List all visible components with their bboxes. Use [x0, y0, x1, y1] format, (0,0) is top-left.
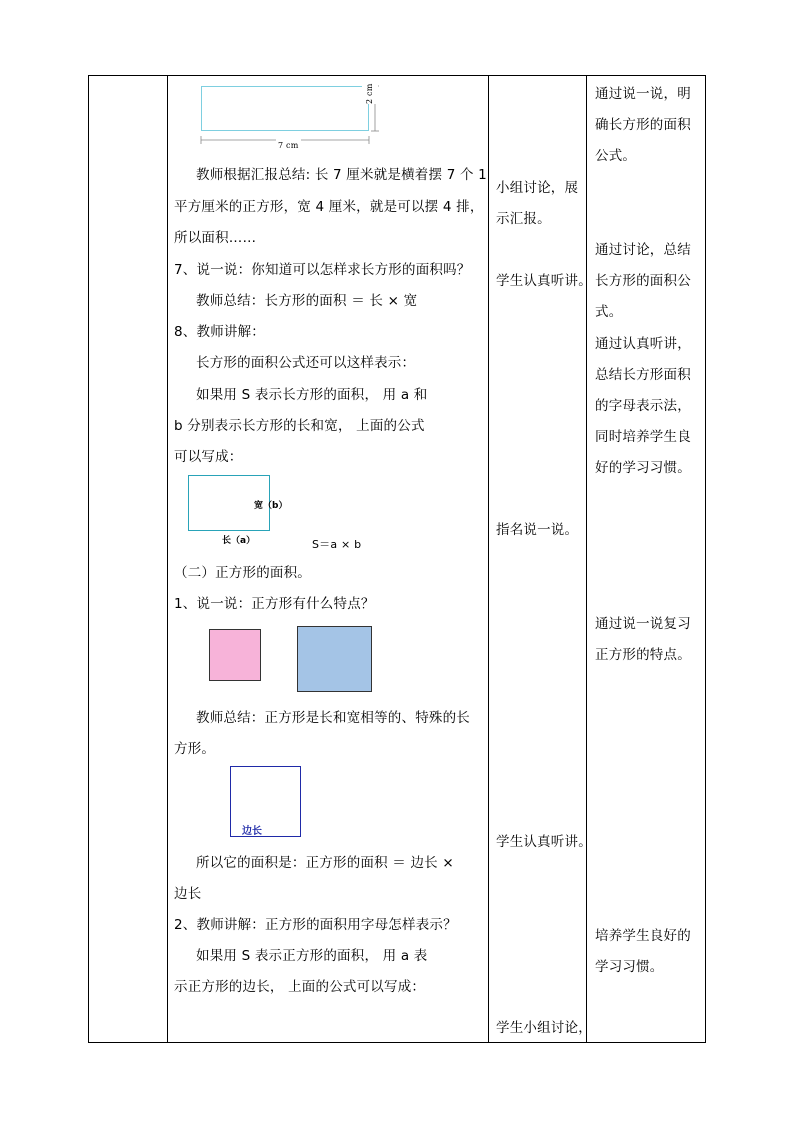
text-line-18: 如果用 S 表示正方形的面积， 用 a 表: [196, 948, 428, 964]
col3-text-1: 小组讨论，展: [496, 180, 579, 196]
column-divider-2: [488, 76, 489, 1042]
col4-text-1: 通过说一说，明: [595, 86, 691, 102]
text-line-2: 平方厘米的正方形，宽 4 厘米，就是可以摆 4 排，: [174, 199, 484, 215]
text-line-17: 2、教师讲解：正方形的面积用字母怎样表示？: [174, 917, 457, 933]
width-label-7cm: 7 cm: [276, 138, 301, 154]
text-line-10: 可以写成：: [174, 449, 243, 465]
col4-text-12: 通过说一说复习: [595, 616, 691, 632]
col4-text-7: 通过认真听讲，: [595, 336, 691, 352]
text-line-15: 所以它的面积是：正方形的面积 ＝ 边长 ×: [196, 855, 454, 871]
col4-text-15: 学习习惯。: [595, 959, 664, 975]
blue-square: [297, 626, 372, 692]
text-line-4: 7、说一说：你知道可以怎样求长方形的面积吗？: [174, 262, 471, 278]
col4-text-13: 正方形的特点。: [595, 647, 691, 663]
side-length-label: 边长: [242, 826, 262, 837]
col4-text-14: 培养学生良好的: [595, 928, 691, 944]
col3-text-2: 示汇报。: [496, 211, 551, 227]
text-line-12: 1、说一说：正方形有什么特点？: [174, 596, 375, 612]
length-a-label: 长（a）: [222, 536, 256, 546]
text-line-6: 8、教师讲解：: [174, 324, 265, 340]
text-line-13: 教师总结：正方形是长和宽相等的、特殊的长: [196, 710, 470, 726]
text-line-8: 如果用 S 表示长方形的面积， 用 a 和: [196, 387, 428, 403]
height-label-2cm: 2 cm: [362, 84, 378, 105]
col3-text-3: 学生认真听讲。: [496, 273, 592, 289]
col4-text-4: 通过讨论，总结: [595, 242, 691, 258]
text-line-9: b 分别表示长方形的长和宽， 上面的公式: [174, 418, 425, 434]
col3-text-5: 学生认真听讲。: [496, 834, 592, 850]
col4-text-6: 式。: [595, 304, 623, 320]
column-divider-3: [586, 76, 587, 1042]
col4-text-10: 同时培养学生良: [595, 429, 691, 445]
text-line-14: 方形。: [174, 741, 216, 757]
col4-text-8: 总结长方形面积: [595, 367, 691, 383]
text-line-7: 长方形的面积公式还可以这样表示：: [196, 355, 416, 371]
col3-text-6: 学生小组讨论，: [496, 1020, 592, 1036]
square-side-figure: [230, 766, 301, 837]
col4-text-5: 长方形的面积公: [595, 273, 691, 289]
pink-square: [209, 629, 261, 681]
text-line-5: 教师总结：长方形的面积 ＝ 长 × 宽: [196, 293, 418, 309]
text-line-1: 教师根据汇报总结: 长 7 厘米就是横着摆 7 个 1: [196, 167, 487, 183]
text-line-19: 示正方形的边长， 上面的公式可以写成：: [174, 979, 426, 995]
col4-text-9: 的字母表示法，: [595, 398, 691, 414]
col3-text-4: 指名说一说。: [496, 522, 579, 538]
column-divider-1: [167, 76, 168, 1042]
text-line-3: 所以面积……: [174, 230, 257, 246]
col4-text-11: 好的学习习惯。: [595, 460, 691, 476]
col4-text-2: 确长方形的面积: [595, 117, 691, 133]
width-b-label: 宽（b）: [254, 501, 288, 511]
col4-text-3: 公式。: [595, 148, 637, 164]
formula-rectangle: S＝a × b: [312, 538, 362, 551]
text-line-16: 边长: [174, 886, 202, 902]
text-line-11: （二）正方形的面积。: [174, 565, 311, 581]
